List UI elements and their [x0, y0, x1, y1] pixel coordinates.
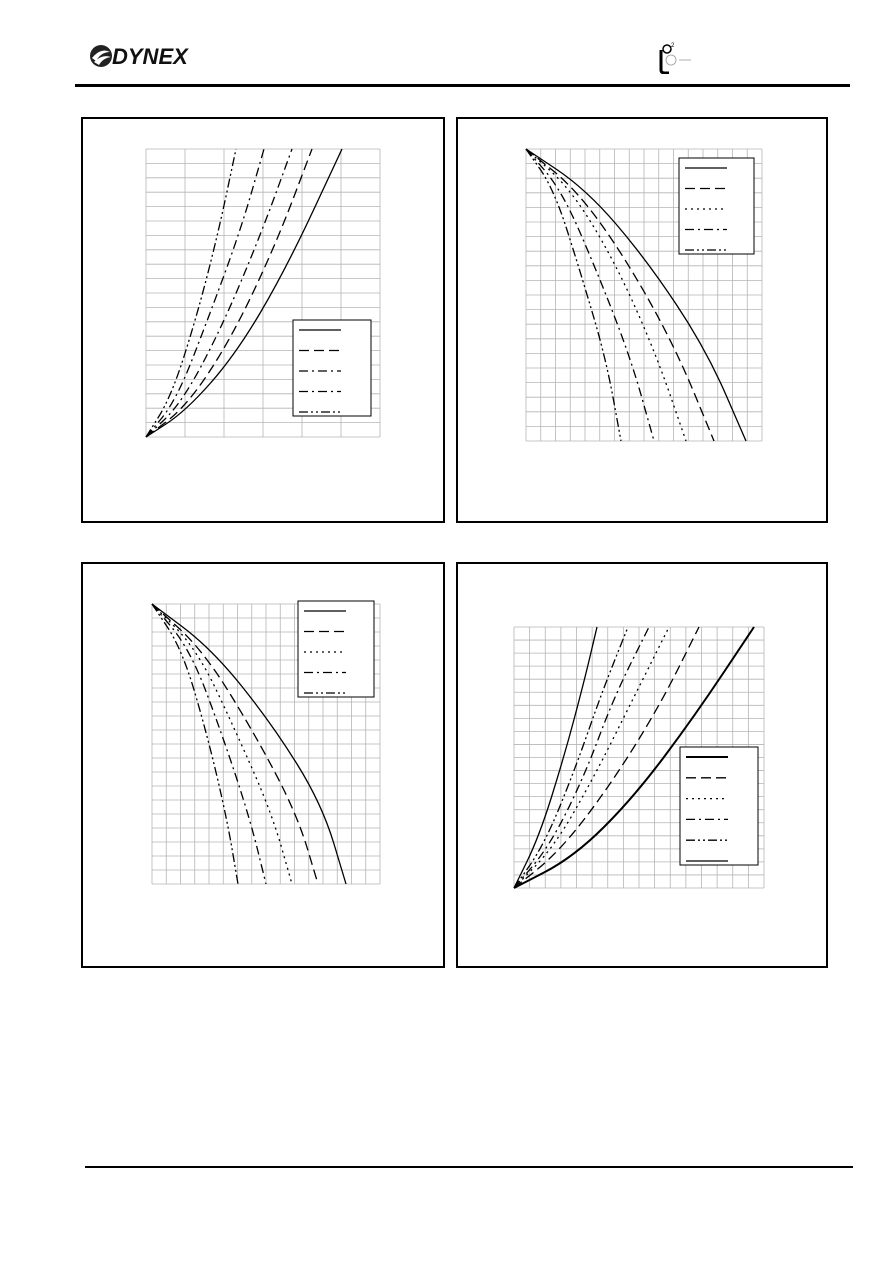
footer-rule: [85, 1166, 853, 1168]
chart-panel-bottom-left: [81, 562, 445, 968]
legend-box: [680, 747, 758, 865]
legend-box: [679, 158, 754, 254]
legend: [679, 158, 754, 254]
cert-logo-icon: [655, 40, 700, 74]
legend: [298, 601, 374, 697]
chart-panel-top-left: [81, 117, 445, 523]
chart-top-left: [83, 119, 447, 525]
dynex-swirl-icon: [88, 43, 114, 69]
legend-box: [298, 601, 374, 697]
chart-bottom-right: [458, 564, 830, 970]
chart-bottom-left: [83, 564, 447, 970]
certification-mark: [655, 40, 700, 74]
dynex-logo: [88, 43, 208, 73]
chart-panel-bottom-right: [456, 562, 828, 968]
brand-name: DYNEX: [112, 44, 188, 69]
svg-text:2: 2: [671, 43, 675, 49]
chart-panel-top-right: [456, 117, 828, 523]
chart-top-right: [458, 119, 830, 525]
legend: [293, 320, 371, 416]
header-rule: [75, 84, 850, 87]
legend-box: [293, 320, 371, 416]
legend: [680, 747, 758, 865]
